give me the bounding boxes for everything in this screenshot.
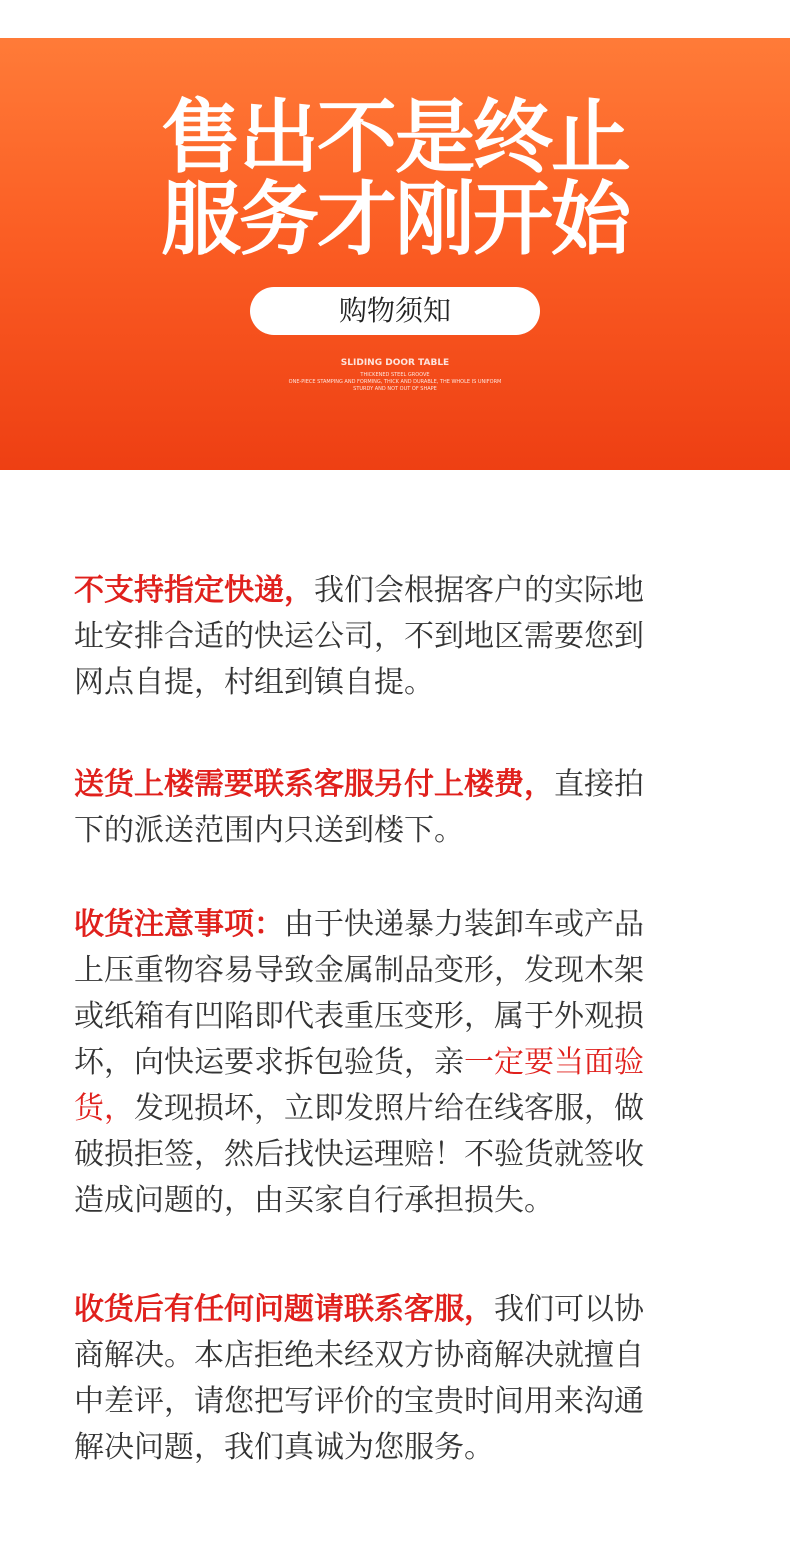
body-text: 由于快递暴力装卸车或产品 [284,907,644,942]
text-line [74,1040,716,1086]
highlight-text: 货， [74,1091,134,1126]
headline-line-2: 服务才刚开始 [161,173,629,266]
tiny-caption-line-3: STURDY AND NOT OUT OF SHAPE [353,386,437,392]
text-line: 商解决。本店拒绝未经双方协商解决就擅自 [74,1338,644,1373]
text-line [74,1287,716,1333]
notice-upstairs-delivery [74,762,716,854]
body-text: 我们可以协 [494,1292,644,1327]
body-text: 我们会根据客户的实际地 [314,573,644,608]
tiny-caption-line-2: ONE-PIECE STAMPING AND FORMING, THICK AND DURABLE, THE WHOLE IS UNIFORM [288,379,502,385]
text-line: 下的派送范围内只送到楼下。 [74,813,464,848]
notice-after-sales [74,1287,716,1471]
highlight-text: 送货上楼需要联系客服另付上楼费， [74,767,554,802]
text-line: 破损拒签，然后找快运理赔！不验货就签收 [74,1137,644,1172]
text-line: 造成问题的，由买家自行承担损失。 [74,1183,554,1218]
notice-express [74,568,716,706]
text-line [74,902,716,948]
text-line [74,568,716,614]
body-text: 发现损坏，立即发照片给在线客服，做 [134,1091,644,1126]
tiny-caption-line-1: THICKENED STEEL GROOVE [360,372,430,378]
tiny-caption-title: SLIDING DOOR TABLE [340,358,450,368]
text-line: 中差评，请您把写评价的宝贵时间用来沟通 [74,1384,644,1419]
highlight-text: 一定要当面验 [464,1045,644,1080]
text-line: 解决问题，我们真诚为您服务。 [74,1430,494,1465]
highlight-text: 收货注意事项： [74,907,284,942]
notice-receiving-inspection [74,902,716,1224]
body-text: 直接拍 [554,767,644,802]
highlight-text: 不支持指定快递， [74,573,314,608]
shopping-notice-pill: 购物须知 [250,287,540,335]
text-line: 上压重物容易导致金属制品变形，发现木架 [74,953,644,988]
text-line: 或纸箱有凹陷即代表重压变形，属于外观损 [74,999,644,1034]
text-line: 址安排合适的快运公司，不到地区需要您到 [74,619,644,654]
body-text: 坏，向快运要求拆包验货，亲 [74,1045,464,1080]
headline-line-1: 售出不是终止 [161,91,629,184]
text-line: 网点自提，村组到镇自提。 [74,665,434,700]
highlight-text: 收货后有任何问题请联系客服， [74,1292,494,1327]
text-line [74,1086,716,1132]
text-line [74,762,716,808]
